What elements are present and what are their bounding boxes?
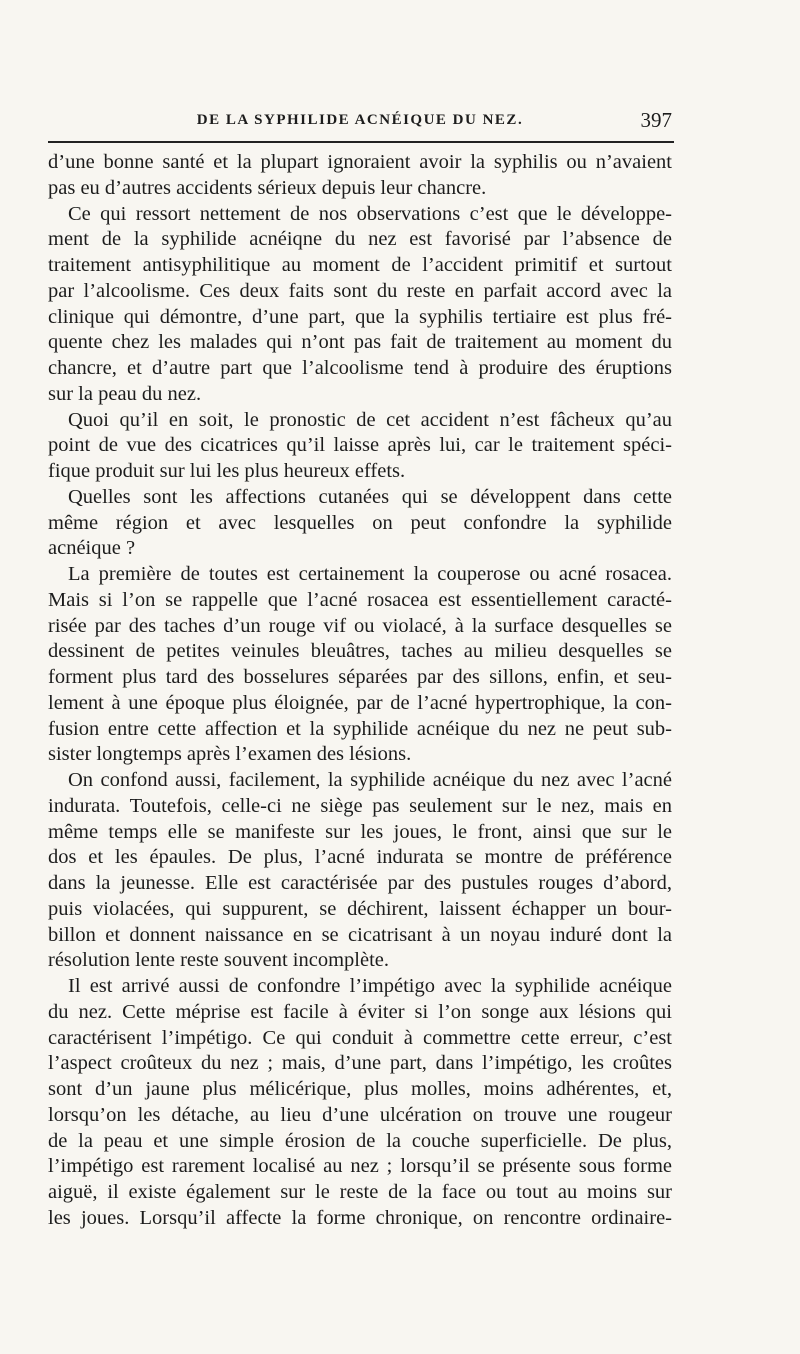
text-line: de la peau et une simple érosion de la couche superficielle. De plus, [48, 1129, 672, 1152]
text-line: dans la jeunesse. Elle est caractérisée par des pustules rouges d’abord, [48, 872, 672, 894]
text-line: Il est arrivé aussi de confondre l’impétigo avec la syphilide acnéique [68, 975, 672, 997]
text-line: risée par des taches d’un rouge vif ou violacé, à la surface desquelles se [48, 614, 672, 637]
text-line: traitement antisyphilitique au moment de l’accident primitif et surtout [48, 254, 672, 276]
text-line: lement à une époque plus éloignée, par de l’acné hypertrophique, la con- [48, 691, 672, 714]
body-text [48, 150, 672, 1232]
text-line: l’aspect croûteux du nez ; mais, d’une part, dans l’impétigo, les croûtes [48, 1052, 672, 1075]
text-line: pas eu d’autres accidents sérieux depuis leur chancre. [48, 176, 487, 199]
page-number: 397 [640, 108, 672, 132]
text-line: La première de toutes est certainement la couperose ou acné rosacea. [68, 563, 672, 585]
text-line: aiguë, il existe également sur le reste de la face ou tout au moins sur [48, 1181, 672, 1203]
text-line: dos et les épaules. De plus, l’acné indurata se montre de préférence [48, 846, 672, 869]
text-line: dessinent de petites veinules bleuâtres, taches au milieu desquelles se [48, 640, 672, 663]
text-line: Quoi qu’il en soit, le pronostic de cet accident n’est fâcheux qu’au [68, 408, 672, 431]
text-line: fique produit sur lui les plus heureux effets. [48, 460, 406, 482]
text-line: d’une bonne santé et la plupart ignoraient avoir la syphilis ou n’avaient [48, 151, 672, 173]
text-line: billon et donnent naissance en se cicatrisant à un noyau induré dont la [48, 923, 672, 946]
text-line: quente chez les malades qui n’ont pas fait de traitement au moment du [48, 331, 672, 354]
text-line: point de vue des cicatrices qu’il laisse après lui, car le traitement spéci- [48, 434, 672, 457]
text-line: même région et avec lesquelles on peut confondre la syphilide [48, 511, 672, 534]
text-line: Ce qui ressort nettement de nos observations c’est que le développe- [68, 202, 672, 225]
text-line: par l’alcoolisme. Ces deux faits sont du reste en parfait accord avec la [48, 279, 672, 302]
text-line: Mais si l’on se rappelle que l’acné rosacea est essentiellement caracté- [48, 588, 672, 611]
text-line: lorsqu’on les détache, au lieu d’une ulcération on trouve une rougeur [48, 1103, 672, 1126]
text-line: résolution lente reste souvent incomplète. [48, 949, 390, 972]
text-line: forment plus tard des bosselures séparées par des sillons, enfin, et seu- [48, 666, 672, 688]
text-line: fusion entre cette affection et la syphilide acnéique du nez ne peut sub- [48, 717, 672, 740]
text-line: les joues. Lorsqu’il affecte la forme chronique, on rencontre ordinaire- [48, 1206, 672, 1229]
text-line: l’impétigo est rarement localisé au nez ; lorsqu’il se présente sous forme [48, 1155, 672, 1178]
text-line: ment de la syphilide acnéiqne du nez est favorisé par l’absence de [48, 228, 672, 251]
text-line: chancre, et d’autre part que l’alcoolisme tend à produire des éruptions [48, 357, 672, 379]
header-rule [48, 141, 674, 143]
text-line: même temps elle se manifeste sur les joues, le front, ainsi que sur le [48, 820, 672, 843]
page-header [48, 108, 672, 134]
text-line: puis violacées, qui suppurent, se déchirent, laissent échapper un bour- [48, 897, 672, 920]
text-line: Quelles sont les affections cutanées qui se développent dans cette [68, 485, 672, 508]
running-title: DE LA SYPHILIDE ACNÉIQUE DU NEZ. [196, 112, 524, 128]
text-line: sur la peau du nez. [48, 382, 202, 405]
text-line: sont d’un jaune plus mélicérique, plus molles, moins adhérentes, et, [48, 1078, 672, 1100]
text-line: sister longtemps après l’examen des lésions. [48, 743, 412, 766]
text-line: On confond aussi, facilement, la syphilide acnéique du nez avec l’acné [68, 769, 672, 791]
text-line: caractérisent l’impétigo. Ce qui conduit à commettre cette erreur, c’est [48, 1026, 672, 1049]
text-line: indurata. Toutefois, celle-ci ne siège pas seulement sur le nez, mais en [48, 794, 672, 817]
text-line: du nez. Cette méprise est facile à éviter si l’on songe aux lésions qui [48, 1000, 672, 1023]
text-line: clinique qui démontre, d’une part, que la syphilis tertiaire est plus fré- [48, 305, 672, 328]
text-line: acnéique ? [48, 537, 136, 560]
